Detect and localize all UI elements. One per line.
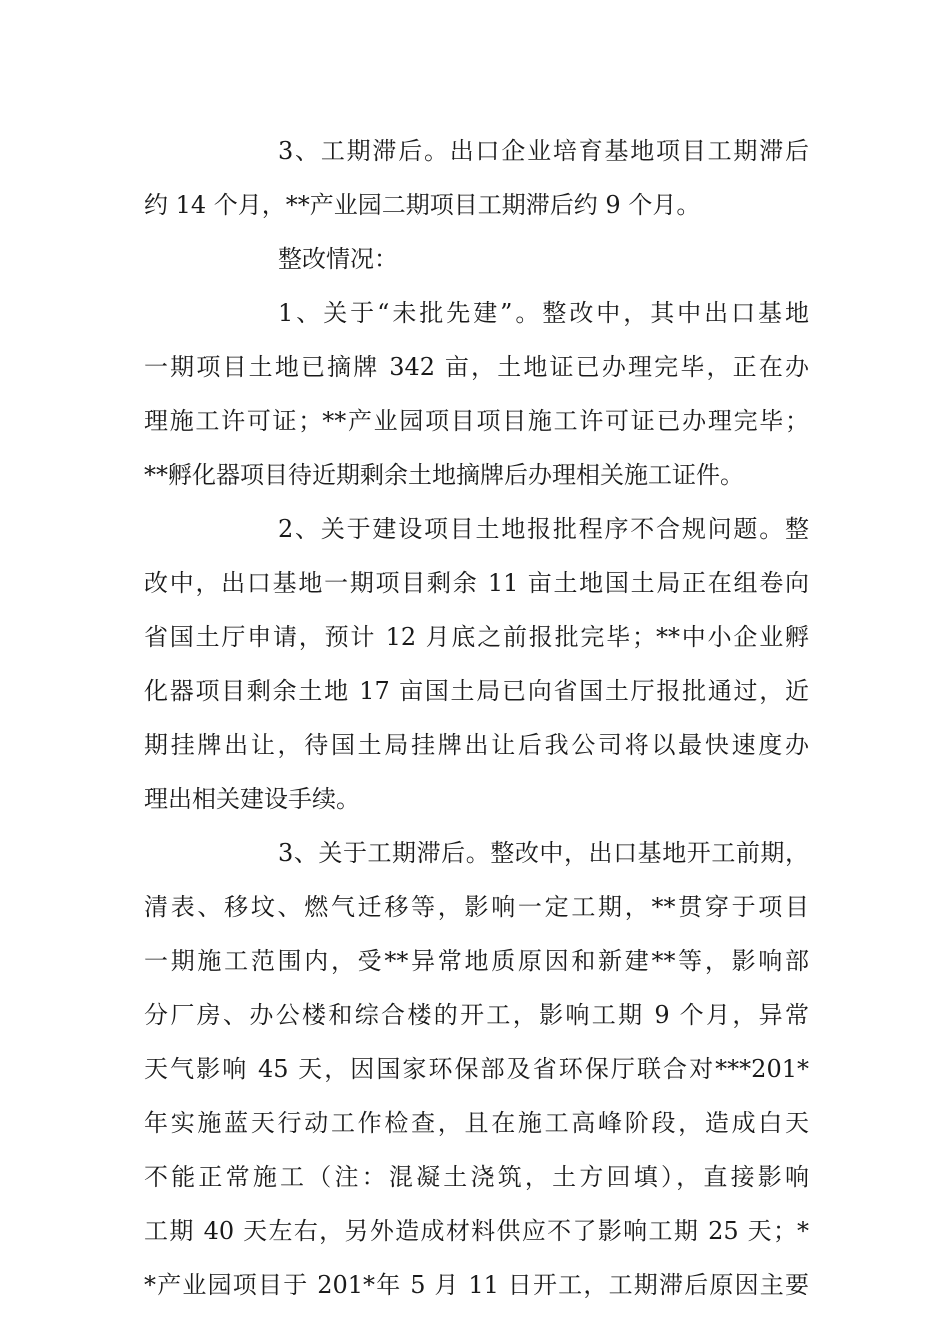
text-line: *产业园项目于 201*年 5 月 11 日开工，工期滞后原因主要	[144, 1271, 809, 1299]
text-line: 工期 40 天左右，另外造成材料供应不了影响工期 25 天；*	[144, 1217, 809, 1245]
text-line: 理施工许可证；**产业园项目项目施工许可证已办理完毕；	[144, 407, 809, 435]
text-line: 理出相关建设手续。	[144, 785, 360, 813]
text-line: 一期项目土地已摘牌 342 亩，土地证已办理完毕，正在办	[144, 353, 809, 381]
text-line: 期挂牌出让，待国土局挂牌出让后我公司将以最快速度办	[144, 731, 809, 759]
text-line: 不能正常施工（注：混凝土浇筑，土方回填），直接影响	[144, 1163, 809, 1191]
text-line: 3、工期滞后。出口企业培育基地项目工期滞后	[278, 137, 809, 165]
text-line: 2、关于建设项目土地报批程序不合规问题。整	[278, 515, 809, 543]
text-line: 3、关于工期滞后。整改中，出口基地开工前期，	[278, 839, 809, 867]
text-line: 约 14 个月，**产业园二期项目工期滞后约 9 个月。	[144, 191, 701, 219]
text-line: 一期施工范围内，受**异常地质原因和新建**等，影响部	[144, 947, 809, 975]
text-line: 化器项目剩余土地 17 亩国土局已向省国土厅报批通过，近	[144, 677, 809, 705]
text-line: 年实施蓝天行动工作检查，且在施工高峰阶段，造成白天	[144, 1109, 809, 1137]
text-line: 省国土厅申请，预计 12 月底之前报批完毕；**中小企业孵	[144, 623, 809, 651]
text-line: 清表、移坟、燃气迁移等，影响一定工期，**贯穿于项目	[144, 893, 809, 921]
text-line: 1、关于“未批先建”。整改中，其中出口基地	[278, 299, 809, 327]
text-line: 整改情况：	[278, 245, 398, 273]
text-line: 改中，出口基地一期项目剩余 11 亩土地国土局正在组卷向	[144, 569, 809, 597]
body-text	[144, 124, 809, 1312]
text-line: **孵化器项目待近期剩余土地摘牌后办理相关施工证件。	[144, 461, 744, 489]
text-line: 分厂房、办公楼和综合楼的开工，影响工期 9 个月，异常	[144, 1001, 809, 1029]
text-line: 天气影响 45 天，因国家环保部及省环保厅联合对***201*	[144, 1055, 809, 1083]
